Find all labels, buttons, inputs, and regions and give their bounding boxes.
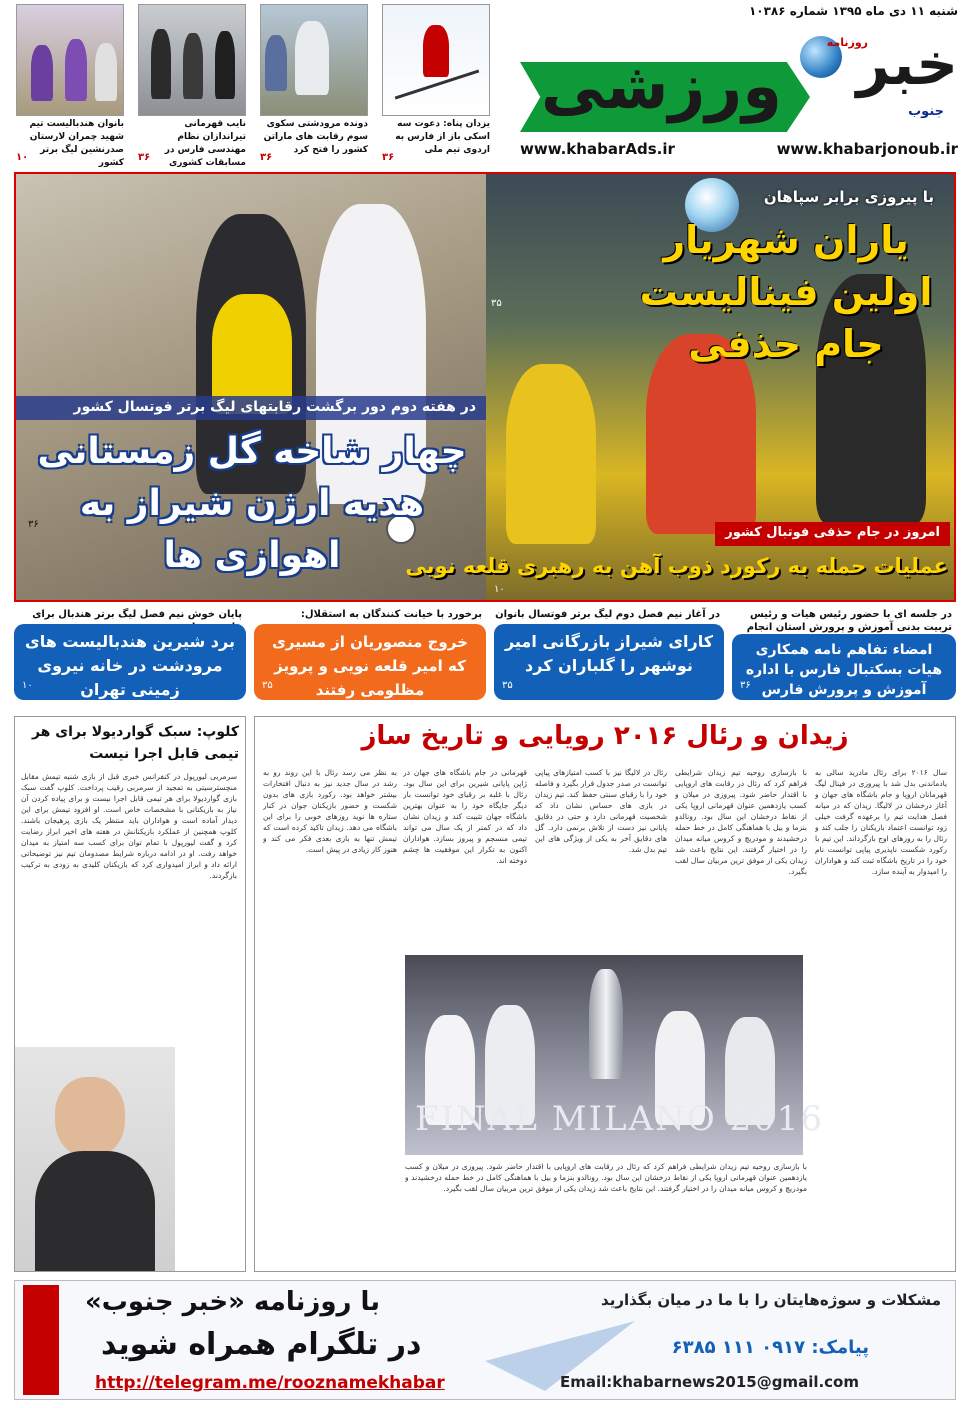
newspaper-logo[interactable] (520, 22, 960, 132)
teaser-page: ۳۶ (382, 152, 395, 163)
teaser-image-ski (382, 4, 490, 116)
news-box-basketball[interactable] (732, 608, 956, 700)
box-title: امضاء تفاهم نامه همکاری هیات بسکتبال فارس با اداره آموزش و پرورش فارس (732, 634, 956, 700)
ad-join-line1: با روزنامه «خبر جنوب» (85, 1287, 381, 1317)
photo-caption: FINAL MILANO 2016 (415, 1099, 825, 1139)
box-title: کارای شیراز بازرگانی امیر نوشهر را گلباران کرد (494, 624, 724, 700)
teaser-page: ۳۶ (138, 152, 151, 163)
klopp-article (14, 716, 246, 1272)
ads-url[interactable]: www.khabarAds.ir (520, 140, 675, 158)
logo-varzeshi: ورزشی (540, 50, 782, 124)
masthead (0, 0, 970, 168)
teaser-caption: یزدان پناه: دعوت سه اسکی باز از فارس به اردوی تیم ملی (395, 119, 490, 155)
article-column: به نظر می رسد رئال با این روند رو به رشد در سال جدید نیز به دنبال افتخارات بیشتر خواهد بود. رکورد بازی های بدون شکست و حضور بازیکنان جوان در کنار ستاره ها نوید روزهای خوبی را برای این باشگاه می دهد. زیدان تاکید کرده است که تیمش تنها به بازی بعدی فکر می کند و هنوز کار زیادی در پیش است. (263, 768, 397, 854)
trophy-icon (589, 969, 623, 1079)
main-headline-kicker: با پیروزی برابر سپاهان (763, 188, 934, 206)
teaser-image-shooting (138, 4, 246, 116)
box-title: خروج منصوریان از مسیری که امیر قلعه نویی و پرویز مظلومی رفتند (254, 624, 486, 700)
main-headline[interactable]: یاران شهریار اولین فینالیست جام حذفی (639, 218, 933, 366)
news-box-handball[interactable] (14, 608, 246, 700)
article-column: سال ۲۰۱۶ برای رئال مادرید سالی به یادماندنی بدل شد با پیروزی در فینال لیگ قهرمانان اروپا و جام باشگاه های جهان و آغاز درخشان در لالیگا. زیدان که در میانه فصل هدایت تیم را برعهده گرفت خیلی زود توانست اعتماد بازیکنان را جلب کند و رئال را به روزهای اوج بازگرداند. این تیم با رکورد شکست ناپذیری پیاپی توانست نام خود را در تاریخ باشگاه ثبت کند و هواداران را امیدوار به آینده سازد. (815, 768, 947, 876)
teaser-ski[interactable] (382, 4, 490, 164)
site-url[interactable]: www.khabarjonoub.ir (776, 140, 958, 158)
logo-roozname: روزنامه (826, 36, 868, 49)
teaser-handball[interactable] (16, 4, 124, 168)
article-column: قهرمانی در جام باشگاه های جهان در ژاپن پایانی شیرین برای این سال بود. رئال با غلبه بر رقبای خود توانست بار دیگر جایگاه خود را به عنوان بهترین باشگاه جهان تثبیت کند و زیدان نشان داد که در کمتر از یک سال می تواند تیمی منسجم و پیروز بسازد. هواداران اکنون به تکرار این موفقیت ها چشم دوخته اند. (403, 768, 527, 865)
logo-jonoub: جنوب (908, 104, 944, 119)
article-column: رئال در لالیگا نیز با کسب امتیازهای پیاپی توانست در صدر جدول قرار بگیرد و فاصله خود را با رقبای سنتی حفظ کند. تیم زیدان در بازی های حساس نشان داد که شخصیت قهرمانی دارد و حتی در دقایق پایانی نیز دست از تلاش برنمی دارد. گل های دقایق آخر به یکی از ویژگی های این تیم بدل شد. (535, 768, 667, 854)
box-page: ۱۰ (22, 680, 33, 691)
main-article (254, 716, 956, 1272)
teaser-caption: بانوان هندبالیست تیم شهید چمران لارستان صدرنشین لیگ برتر کشور (29, 119, 124, 168)
box-page: ۳۶ (740, 680, 751, 691)
telegram-stripe (23, 1285, 59, 1395)
futsal-headline[interactable]: چهار شاخه گل زمستانی هدیه ارژن شیراز به اهوازی ها (37, 431, 467, 576)
box-kicker: در آغاز نیم فصل دوم لیگ برتر فوتسال بانوان (495, 609, 720, 620)
cup-page: ۱۰ (494, 584, 505, 595)
box-kicker: پایان خوش نیم فصل لیگ برتر هندبال برای (32, 609, 242, 620)
box-kicker: در جلسه ای با حضور رئیس هیات و رئیس تربیت بدنی آموزش و پرورش استان انجام (746, 609, 952, 633)
teaser-image-marathon (260, 4, 368, 116)
box-page: ۳۵ (502, 680, 513, 691)
teaser-page: ۱۰ (16, 152, 29, 163)
ad-contact-line: مشکلات و سوژه‌هایتان را با ما در میان بگذارید (601, 1291, 941, 1309)
date-line: شنبه ۱۱ دی ماه ۱۳۹۵ شماره ۱۰۳۸۶ (748, 4, 958, 18)
box-kicker: برخورد با خیانت کنندگان به استقلال: (300, 609, 482, 620)
ad-join-line2: در تلگرام همراه شوید (101, 1327, 422, 1362)
article-column: با بازسازی روحیه تیم زیدان شرایطی فراهم کرد که رئال در رقابت های اروپایی با اقتدار حاضر شود. پیروزی در میلان و کسب یازدهمین عنوان قهرمانی اروپا یکی از نقاط درخشان این سال بود. رونالدو بنزما و بیل با هماهنگی کامل در خط حمله درخشیدند و مودریچ و کروس میانه میدان را در اختیار گرفتند. این نتایج باعث شد زیدان یکی از موفق ترین مربیان سال لقب بگیرد. (675, 768, 807, 876)
box-page: ۳۵ (262, 680, 273, 691)
cup-kicker: امروز در جام حذفی فوتبال کشور (715, 522, 950, 546)
news-box-esteghlal[interactable] (254, 608, 486, 700)
teaser-caption: نایب قهرمانی تیراندازان نظام مهندسی فارس در مسابقات کشوری (164, 119, 246, 168)
klopp-body: سرمربی لیورپول در کنفرانس خبری قبل از بازی شنبه تیمش مقابل منچسترسیتی به تمجید از سرمربی رقیب پرداخت. کلوپ گفت سبک بازی گواردیولا برای هر تیمی قابل اجرا نیست و برای پیاده کردن آن نیاز به بازیکنانی با مشخصات خاص است. او افزود تیمش برای این دیدار آماده است و هواداران باید منتظر یک بازی پرهیجان باشند. کلوپ همچنین از عملکرد بازیکنانش در هفته های اخیر ابراز رضایت کرد و گفت لیورپول با تمام توان برای کسب سه امتیاز به میدان خواهد رفت. او در ادامه درباره شرایط مصدومان تیم نیز توضیحاتی ارائه داد و ابراز امیدواری کرد که بازیکنان کلیدی به زودی به ترکیب بازگردند. (21, 772, 237, 880)
klopp-title[interactable]: کلوپ: سبک گواردیولا برای هر تیمی قابل اجرا نیست (31, 724, 239, 762)
teaser-shooting[interactable] (138, 4, 246, 168)
ad-email[interactable]: Email:khabarnews2015@gmail.com (560, 1373, 859, 1391)
article-title[interactable]: زیدان و رئال ۲۰۱۶ رویایی و تاریخ ساز (361, 721, 849, 751)
teaser-caption: دونده مرودشتی سکوی سوم رقابت های ماراتن کشور را فتح کرد (263, 119, 368, 155)
futsal-page: ۳۶ (28, 519, 39, 530)
ad-phone[interactable]: پیامک: ۰۹۱۷ ۱۱۱ ۶۳۸۵ (671, 1337, 869, 1358)
hero-section (14, 172, 956, 602)
klopp-photo[interactable] (15, 1047, 175, 1271)
box-title: برد شیرین هندبالیست های مرودشت در خانه نیروی زمینی تهران (14, 624, 246, 700)
cup-headline[interactable]: عملیات حمله به رکورد ذوب آهن به رهبری قلعه نویی (405, 554, 948, 578)
logo-khabar: خبر (856, 30, 958, 98)
telegram-link[interactable]: http://telegram.me/rooznamekhabar (95, 1373, 445, 1393)
news-box-futsal-women[interactable] (494, 608, 724, 700)
teaser-marathon[interactable] (260, 4, 368, 164)
teaser-image-handball (16, 4, 124, 116)
main-headline-page: ۳۵ (491, 298, 502, 309)
teaser-page: ۳۶ (260, 152, 273, 163)
telegram-ad[interactable] (14, 1280, 956, 1400)
futsal-kicker: در هفته دوم دور برگشت رقابتهای لیگ برتر فوتسال کشور (16, 396, 486, 420)
article-column: با بازسازی روحیه تیم زیدان شرایطی فراهم کرد که رئال در رقابت های اروپایی با اقتدار حاضر شود. پیروزی در میلان و کسب یازدهمین عنوان قهرمانی اروپا یکی از نقاط درخشان این سال بود. رونالدو بنزما و بیل با هماهنگی کامل در خط حمله درخشیدند و مودریچ و کروس میانه میدان را در اختیار گرفتند. این نتایج باعث شد زیدان یکی از موفق ترین مربیان سال لقب بگیرد. (405, 1162, 807, 1193)
